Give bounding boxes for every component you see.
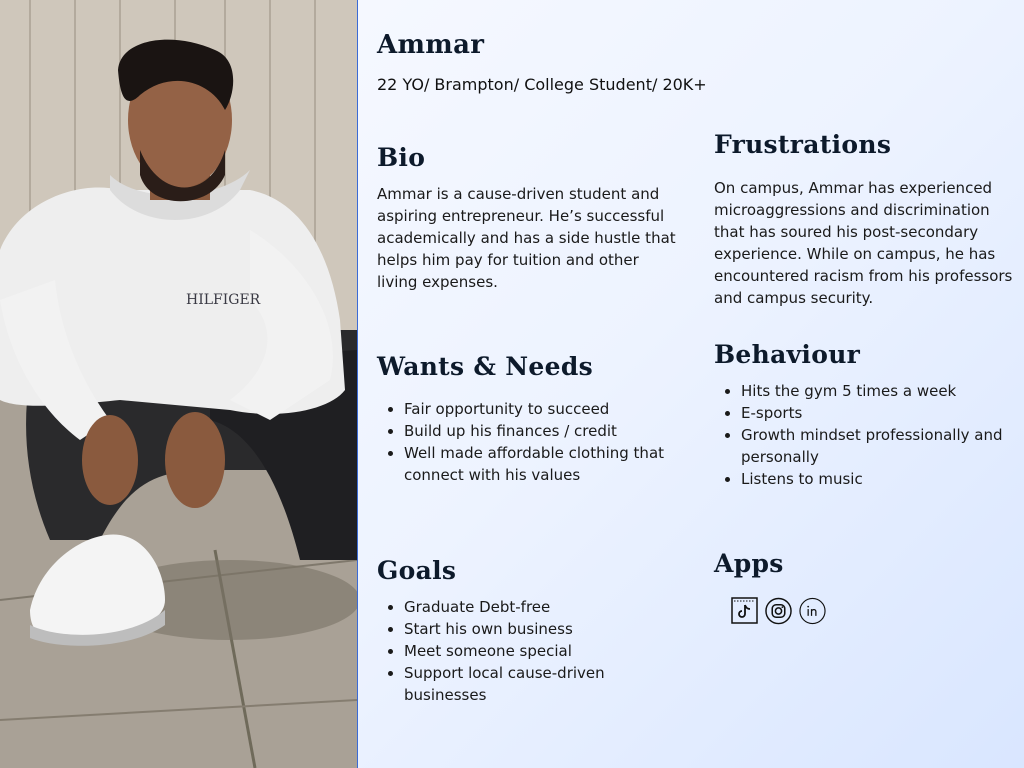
list-item: • E-sports [741,402,1021,424]
apps-icon-row [731,597,826,624]
goals-heading: Goals [377,556,457,585]
frustrations-heading: Frustrations [714,130,892,159]
wants-needs-heading: Wants & Needs [377,352,593,381]
list-item: • Fair opportunity to succeed [404,398,694,420]
goals-list [377,596,654,706]
bio-text: Ammar is a cause-driven student and aspiring entrepreneur. He’s successful academically and has a side hustle that helps him pay for tuition and other living expenses. [377,185,676,291]
list-item: • Graduate Debt-free [404,596,654,618]
frustrations-text: On campus, Ammar has experienced microaggressions and discrimination that has soured his post-secondary experience. While on campus, he has encountered racism from his professors and campus security. [714,179,1013,307]
bio-heading: Bio [377,143,426,172]
list-item: • Growth mindset professionally and personally [741,424,1021,468]
apps-heading: Apps [714,549,784,578]
persona-photo-illustration [0,0,357,768]
list-item: • Start his own business [404,618,654,640]
wants-needs-list [377,398,694,486]
linkedin-icon[interactable] [799,597,826,624]
persona-subtitle: 22 YO/ Brampton/ College Student/ 20K+ [377,75,707,94]
list-item: • Listens to music [741,468,1021,490]
list-item: • Well made affordable clothing that connect with his values [404,442,694,486]
tiktok-icon[interactable] [731,597,758,624]
instagram-icon[interactable] [765,597,792,624]
persona-name: Ammar [377,30,485,60]
persona-photo [0,0,358,768]
sweatshirt-logo-text: HILFIGER [186,292,261,308]
behaviour-list [714,380,1021,490]
persona-content [358,0,1024,768]
list-item: • Support local cause-driven businesses [404,662,654,706]
list-item: • Hits the gym 5 times a week [741,380,1021,402]
list-item: • Build up his finances / credit [404,420,694,442]
list-item: • Meet someone special [404,640,654,662]
behaviour-heading: Behaviour [714,340,861,369]
